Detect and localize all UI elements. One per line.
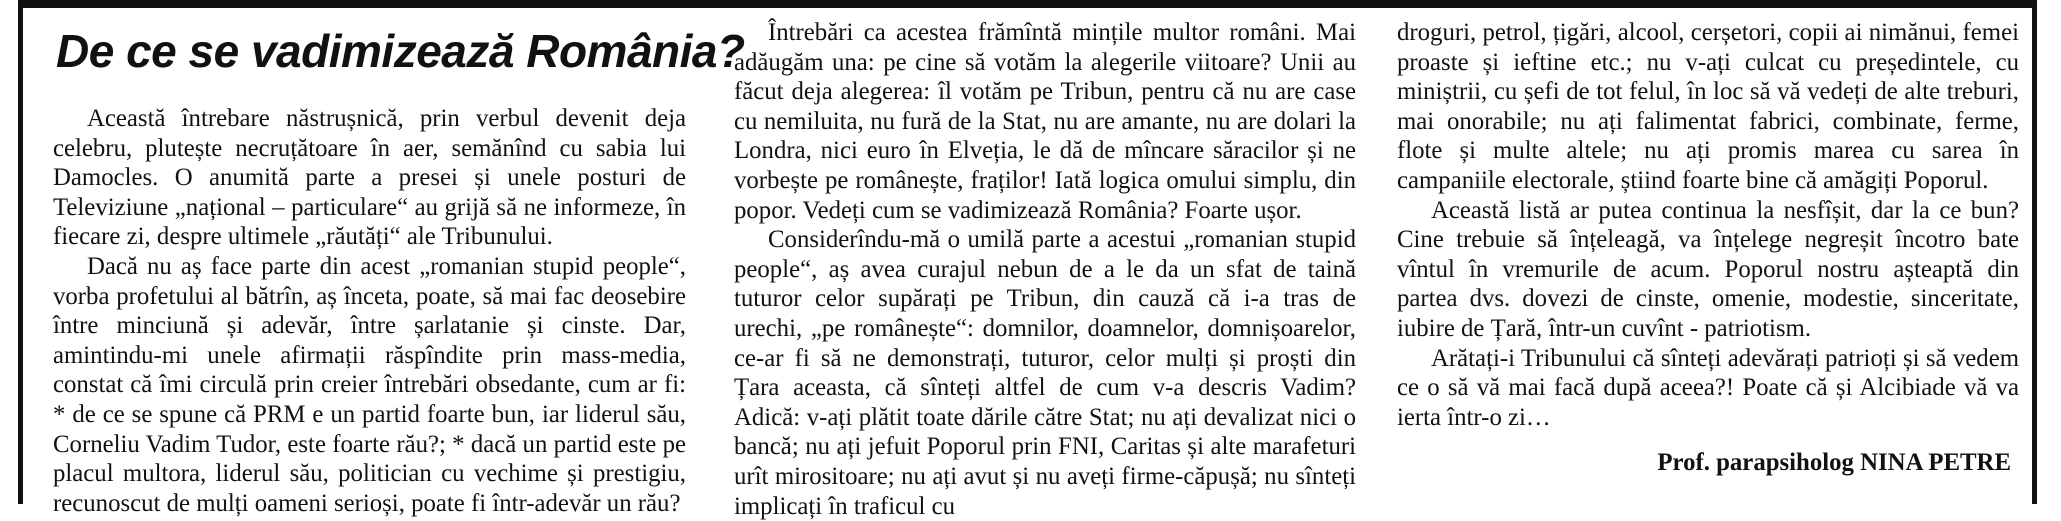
paragraph: Întrebări ca acestea frămîntă mințile multor români. Mai adăugăm una: pe cine să votăm la alegerile viitoare? Unii au făcut deja alegerea: îl votăm pe Tribun, pentru că nu are case cu nemiluita, nu fură de la Stat, nu are amante, nu are dolari la Londra, nici euro în Elveția, le dă de mîncare săracilor și ne vorbește pe românește, fraților! Iată logica omului simplu, din popor. Vedeți cum se vadimizează România? Foarte ușor. xyxy=(734,19,1356,224)
column-3 xyxy=(1397,18,2019,478)
top-border xyxy=(18,0,2037,8)
column-2 xyxy=(734,18,1356,521)
paragraph: Arătați-i Tribunului că sînteți adevărați patrioți și să vedem ce o să vă mai facă după aceea?! Poate că și Alcibiade vă va ierta într-o zi… xyxy=(1397,344,2019,431)
paragraph: Considerîndu-mă o umilă parte a acestui „romanian stupid people“, aș avea curajul nebun de a le da un sfat de taină tuturor celor supărați pe Tribun, din cauză că i-a tras de urechi, „pe românește“: domnilor, doamnelor, domnișoarelor, ce-ar fi să ne demonstrați, tuturor, celor mulți și proști din Țara aceasta, că sînteți altfel de cum v-a descris Vadim? Adică: v-ați plătit toate dările către Stat; nu ați devalizat nici o bancă; nu ați jefuit Poporul prin FNI, Caritas și alte marafeturi urît mirositoare; nu ați avut și nu aveți firme-căpușă; nu sînteți implicați în traficul cu xyxy=(734,226,1356,520)
column-1 xyxy=(53,104,686,518)
article-headline: De ce se vadimizează România? xyxy=(56,25,745,77)
author-byline: Prof. parapsiholog NINA PETRE xyxy=(1657,449,2011,477)
paragraph: droguri, petrol, țigări, alcool, cerșetori, copii ai nimănui, femei proaste și ieftine etc.; nu v-ați culcat cu președintele, cu miniștrii, cu șefi de tot felul, în loc să vă vedeți de alte treburi, mai onorabile; nu ați falimentat fabrici, combinate, ferme, flote și multe altele; nu ați promis marea cu sarea în campaniile electorale, știind foarte bine că amăgiți Poporul. xyxy=(1397,19,2019,194)
paragraph: Această listă ar putea continua la nesfîșit, dar la ce bun? Cine trebuie să înțeleagă, va înțelege negreșit încotro bate vîntul în vremurile de acum. Poporul nostru așteaptă din partea dvs. dovezi de cinste, omenie, modestie, sinceritate, iubire de Țară, într-un cuvînt - patriotism. xyxy=(1397,196,2019,342)
paragraph: Această întrebare năstrușnică, prin verbul devenit deja celebru, plutește necruțătoare în aer, semănînd cu sabia lui Damocles. O anumită parte a presei și unele posturi de Televiziune „național – particulare“ au grijă să ne informeze, în fiecare zi, despre ultimele „răutăți“ ale Tribunului. xyxy=(53,105,686,251)
paragraph: Dacă nu aș face parte din acest „romanian stupid people“, vorba profetului al bătrîn, aș înceta, poate, să mai fac deosebire între minciună și adevăr, între șarlatanie și cinste. Dar, amintindu-mi unele afirmații răspîndite prin mass-media, constat că îmi circulă prin creier întrebări obsedante, cum ar fi: * de ce se spune că PRM e un partid foarte bun, iar liderul său, Corneliu Vadim Tudor, este foarte rău?; * dacă un partid este pe placul multora, liderul său, politician cu vechime și prestigiu, recunoscut de mulți oameni serioși, poate fi într-adevăr un rău? xyxy=(53,252,686,517)
